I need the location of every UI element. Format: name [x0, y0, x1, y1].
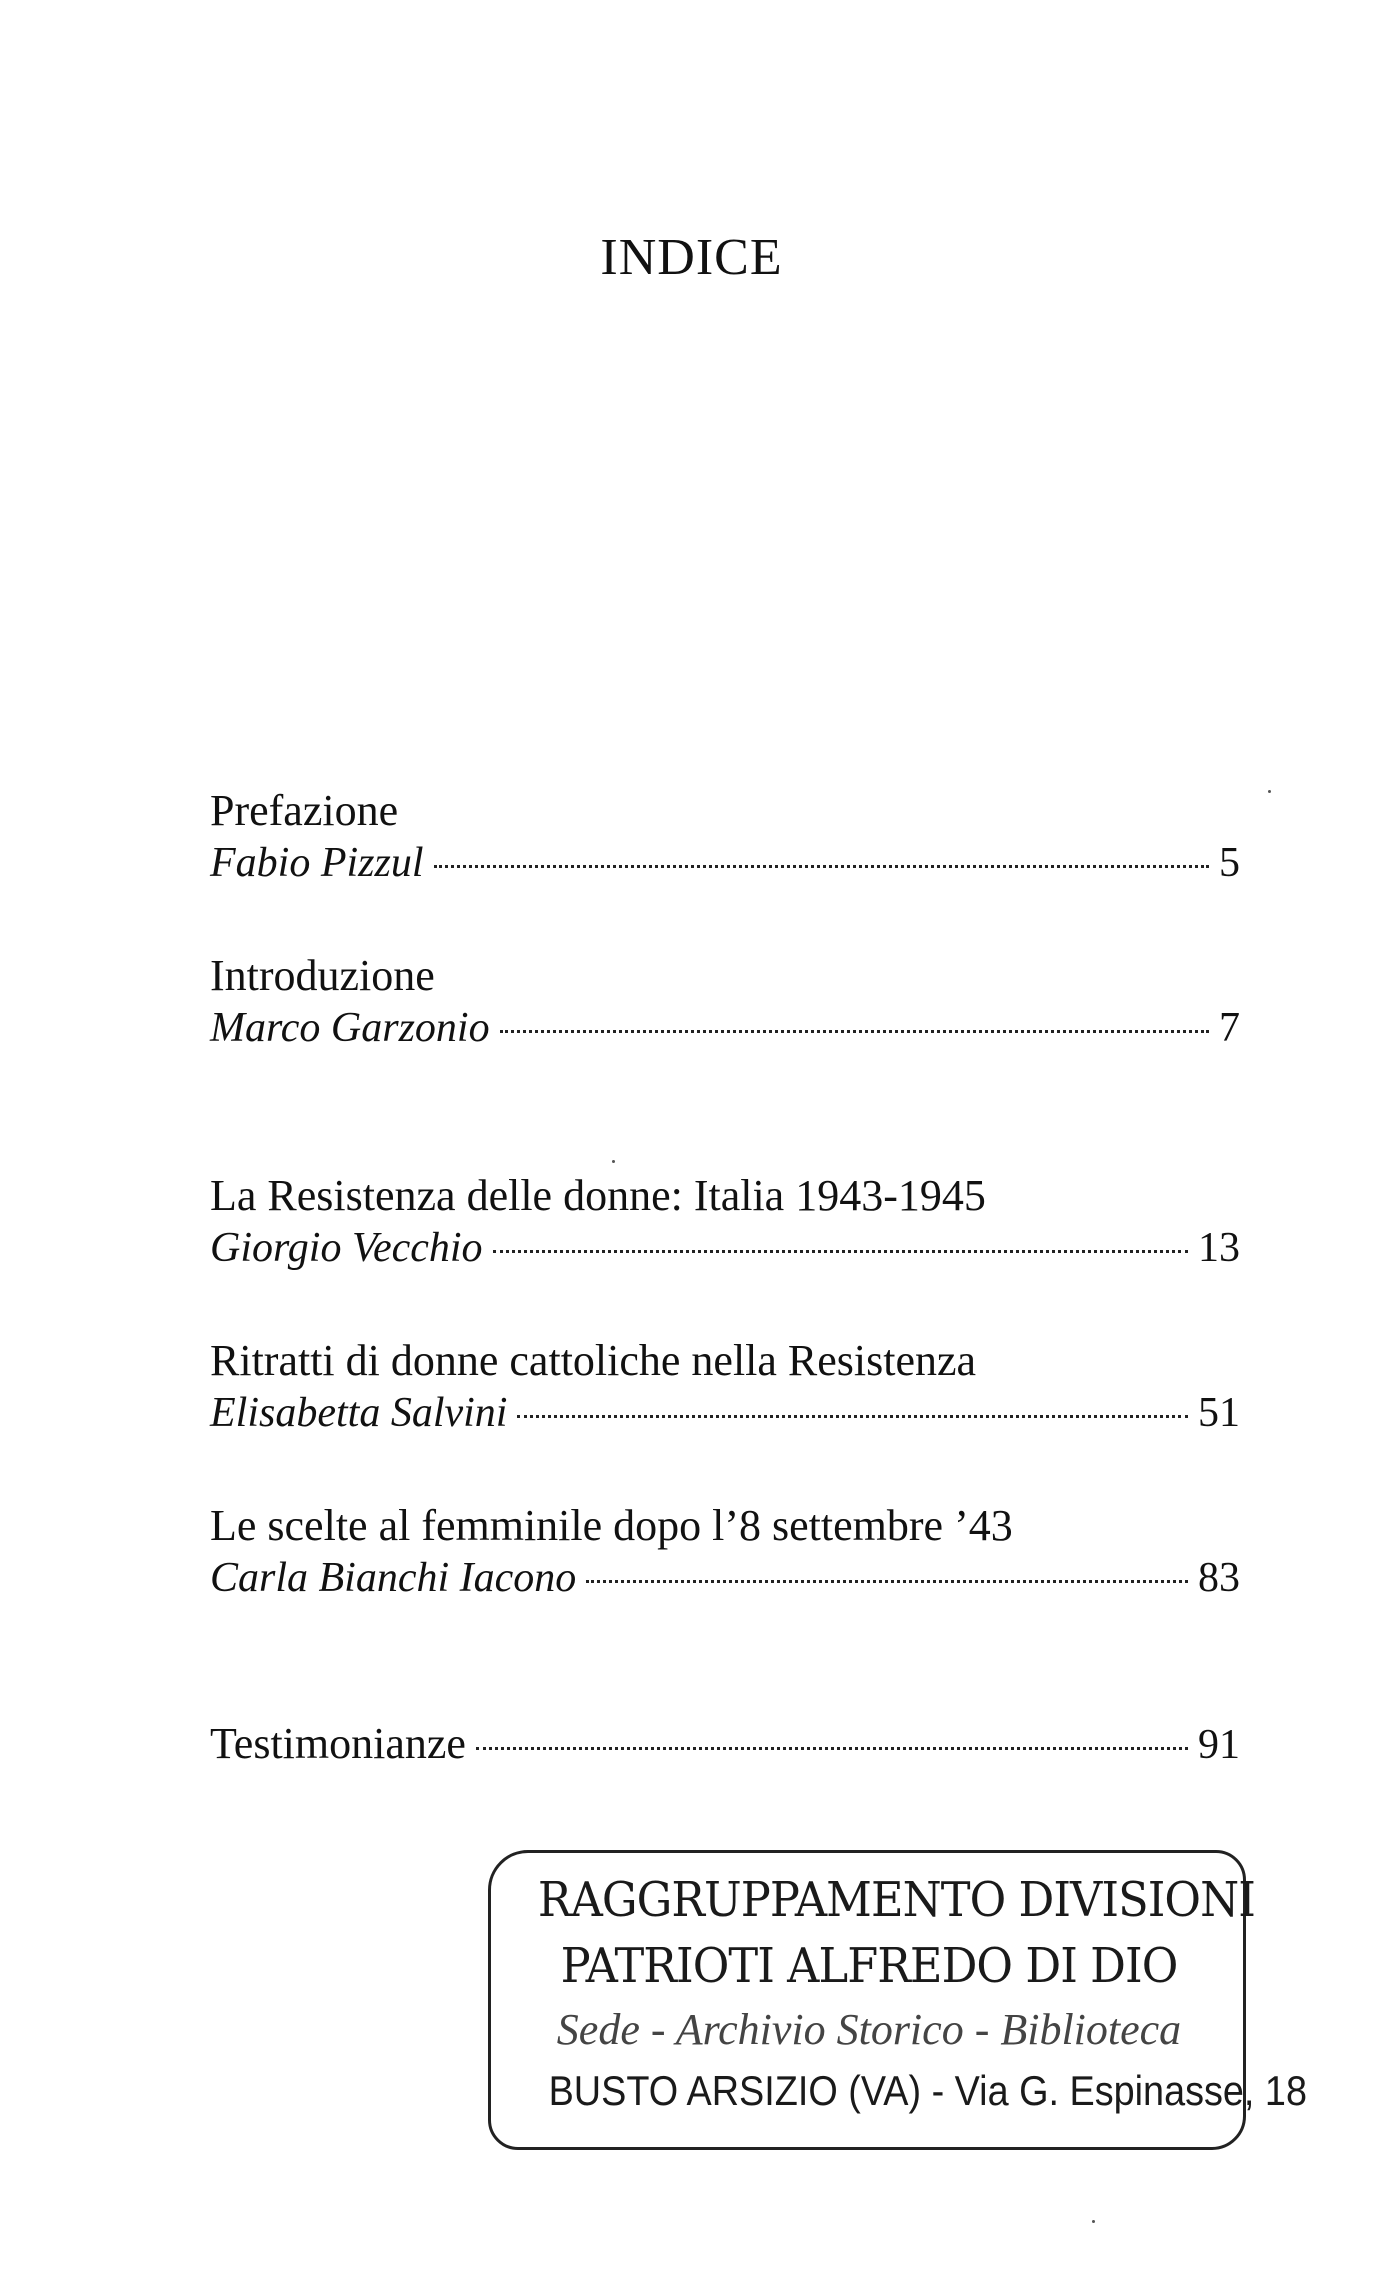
dot-leader	[476, 1747, 1188, 1750]
toc-entry-page: 5	[1219, 840, 1240, 886]
toc-entry-page: 91	[1198, 1722, 1240, 1768]
toc-entry-page: 13	[1198, 1225, 1240, 1271]
dot-leader	[517, 1415, 1188, 1418]
toc-entry-ritratti	[210, 1335, 1240, 1439]
toc-entry-page: 83	[1198, 1555, 1240, 1601]
toc-entry-line	[210, 837, 1240, 889]
stamp-line-3: Sede - Archivio Storico - Biblioteca	[556, 2005, 1182, 2054]
toc-entry-title: La Resistenza delle donne: Italia 1943-1945	[210, 1171, 986, 1220]
stamp-line-2: PATRIOTI ALFREDO DI DIO	[560, 1938, 1178, 1994]
toc-entry-author: Fabio Pizzul	[210, 840, 424, 886]
toc-entry-title: Ritratti di donne cattoliche nella Resistenza	[210, 1336, 977, 1385]
toc-entry-line	[210, 1552, 1240, 1604]
toc-entry-resistenza-donne	[210, 1170, 1240, 1274]
toc-entry-line	[210, 1718, 1240, 1771]
toc-entry-prefazione	[210, 785, 1240, 889]
toc-entry-line	[210, 1387, 1240, 1439]
toc-entry-page: 51	[1198, 1390, 1240, 1436]
stamp-line-4: BUSTO ARSIZIO (VA) - Via G. Espinasse, 18	[548, 2067, 1307, 2114]
toc-entry-author: Giorgio Vecchio	[210, 1225, 483, 1271]
toc-entry-author: Elisabetta Salvini	[210, 1390, 508, 1436]
toc-entry-title: Le scelte al femminile dopo l’8 settembre ’43	[210, 1501, 1013, 1550]
page-title: INDICE	[600, 229, 783, 286]
paper-speck	[612, 1160, 615, 1163]
toc-entry-author: Carla Bianchi Iacono	[210, 1555, 577, 1601]
paper-speck	[1092, 2220, 1095, 2223]
toc-entry-line	[210, 1222, 1240, 1274]
paper-speck	[1268, 790, 1271, 793]
toc-entry-scelte-femminile	[210, 1500, 1240, 1604]
toc-entry-introduzione	[210, 950, 1240, 1054]
library-stamp	[488, 1850, 1307, 2150]
toc-entry-testimonianze	[210, 1718, 1240, 1771]
dot-leader	[500, 1030, 1209, 1033]
toc-entry-author: Marco Garzonio	[210, 1005, 490, 1051]
toc-entry-page: 7	[1219, 1005, 1240, 1051]
stamp-line-1: RAGGRUPPAMENTO DIVISIONI	[537, 1872, 1255, 1928]
toc-entry-title: Testimonianze	[210, 1719, 466, 1768]
toc-entry-title: Prefazione	[210, 786, 399, 835]
dot-leader	[434, 865, 1209, 868]
toc-entry-line	[210, 1002, 1240, 1054]
toc-entry-title: Introduzione	[210, 951, 435, 1000]
dot-leader	[493, 1250, 1188, 1253]
dot-leader	[586, 1580, 1188, 1583]
